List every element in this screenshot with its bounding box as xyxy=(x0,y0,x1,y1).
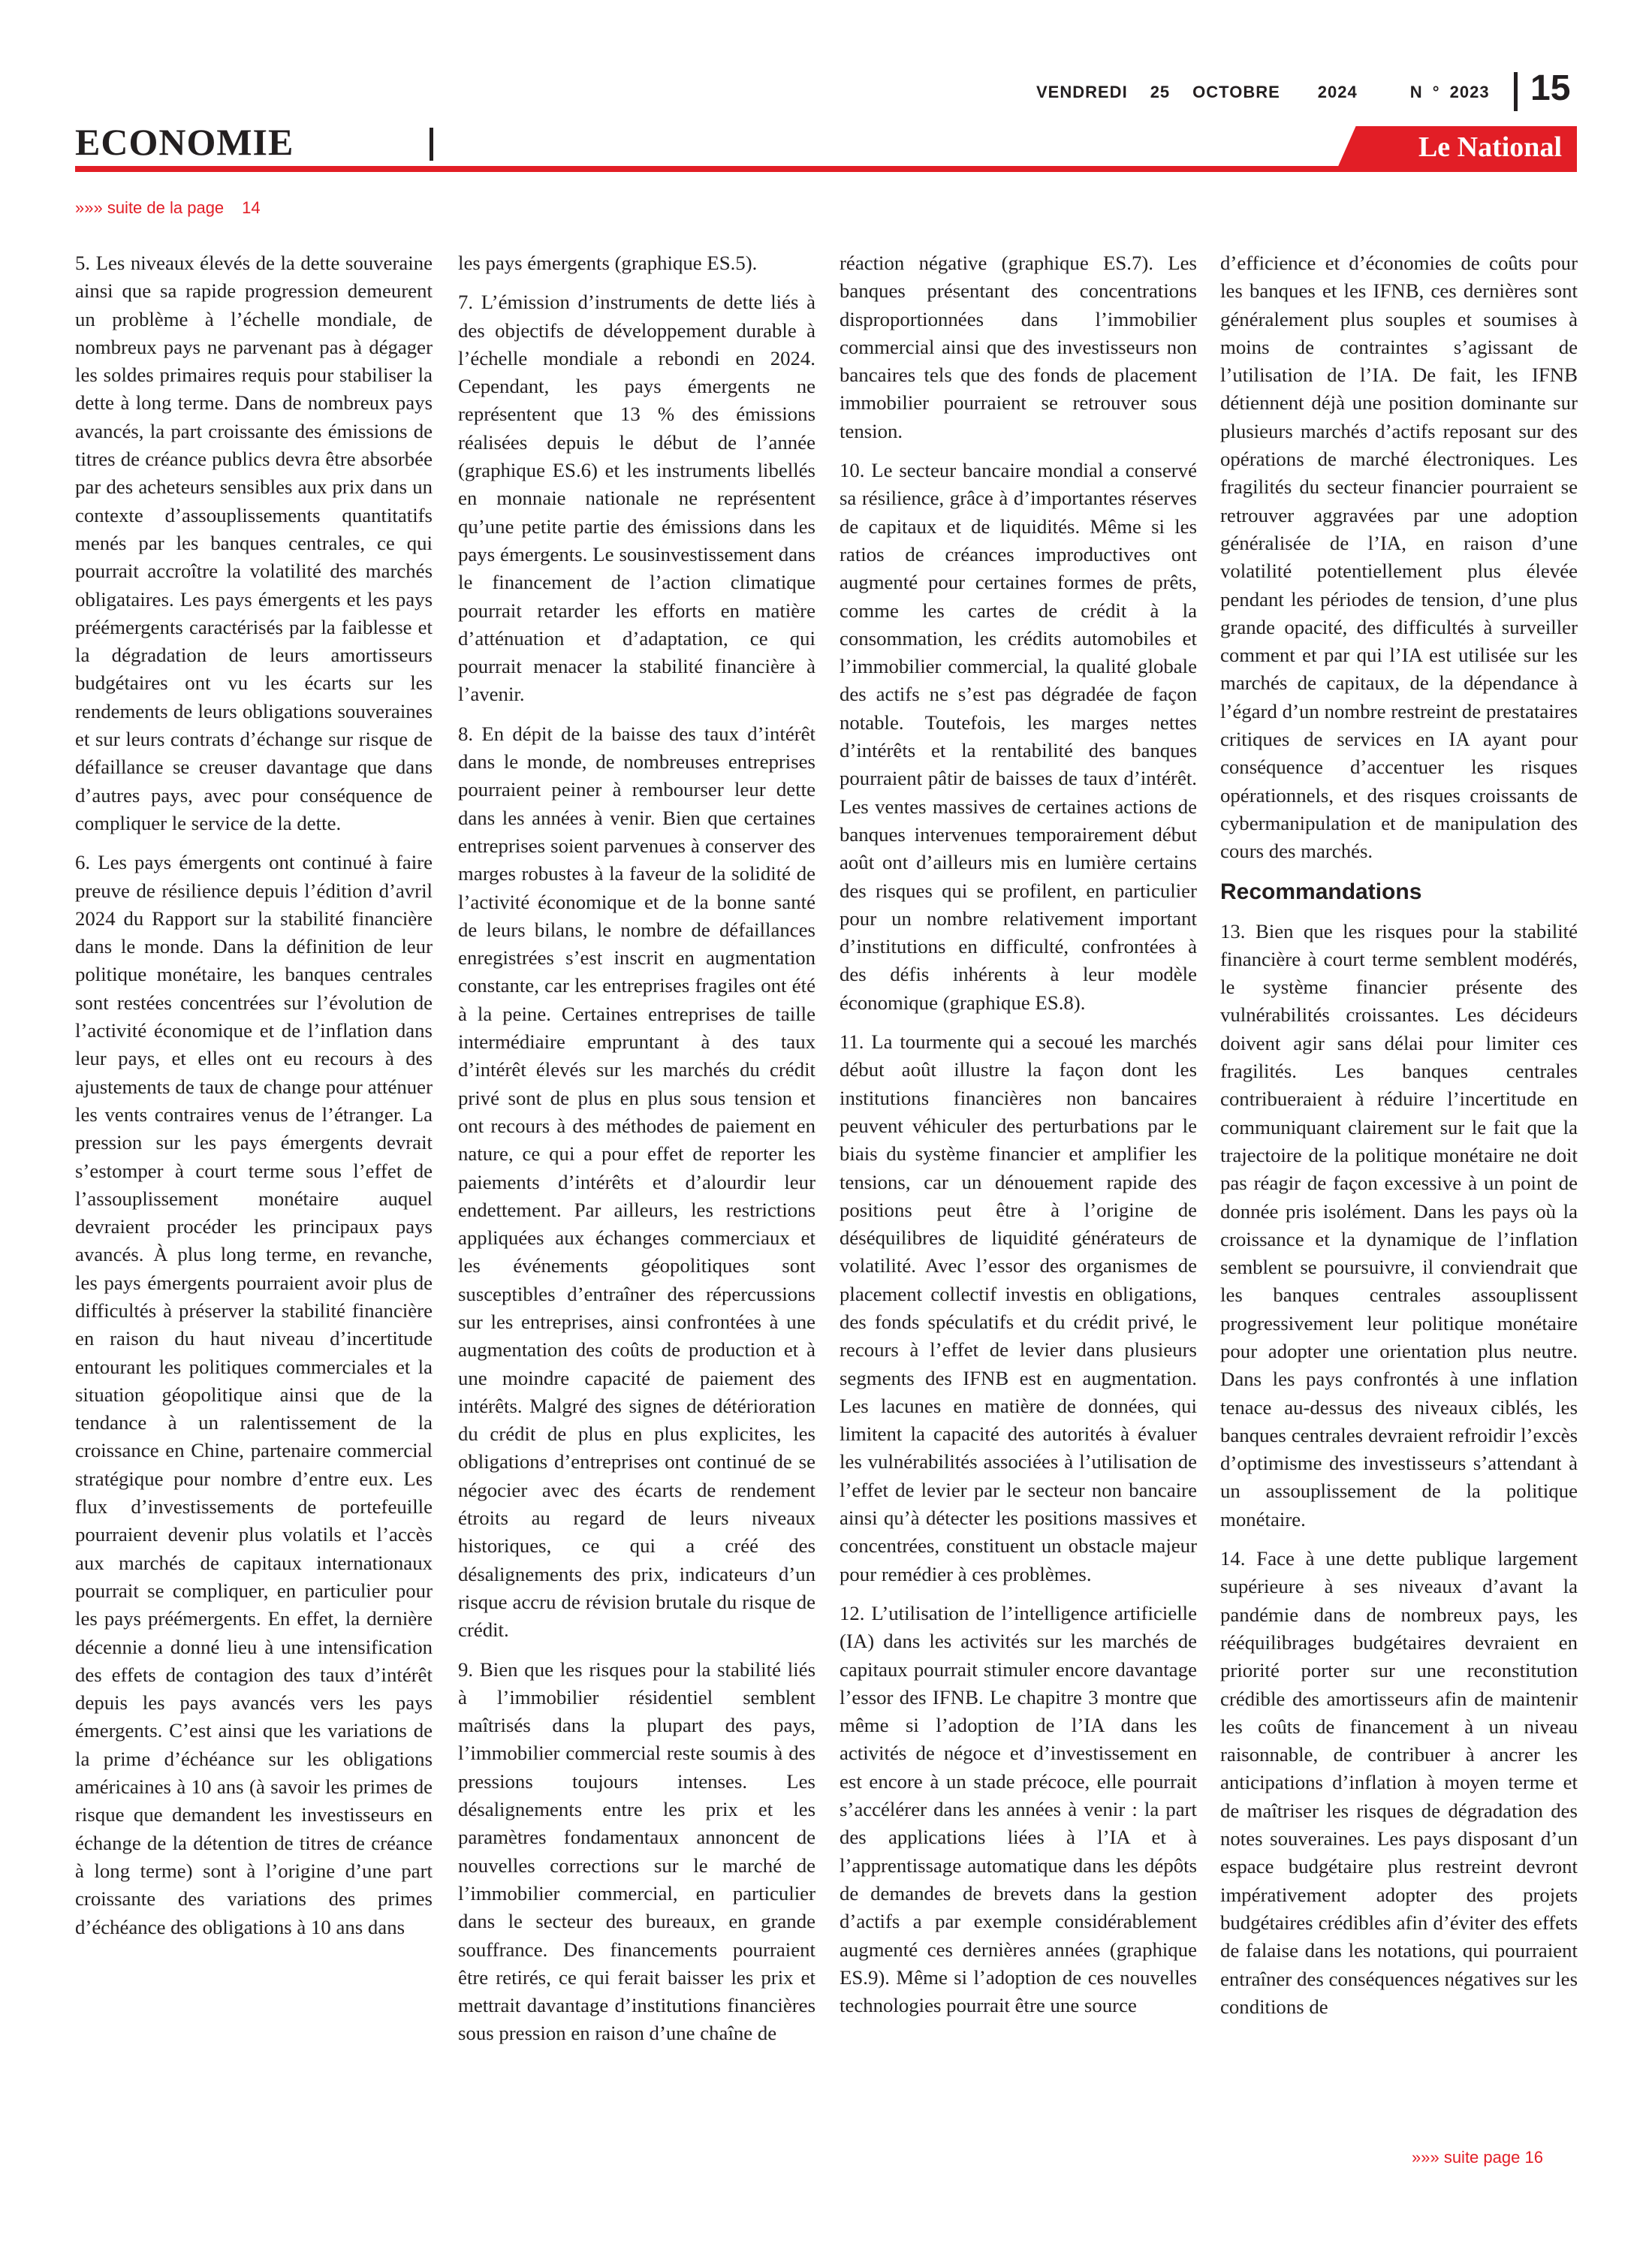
section-title: ECONOMIE xyxy=(75,121,294,163)
continued-from[interactable] xyxy=(75,198,261,218)
article-paragraph: 13. Bien que les risques pour la stabilité financière à court terme semblent modérés, le système financier présente des vulnérabilités croissantes. Les décideurs doivent agir sans délai pour limiter ces fragilités. Les banques centrales contribueraient à réduire l’incertitude en communiquant clairement sur le fait que la trajectoire de la politique monétaire ne doit pas réagir de façon excessive à un point de donnée pris isolément. Dans les pays où la croissance et la dynamique de l’inflation semblent se poursuivre, il conviendrait que les banques centrales assouplissent progressivement leur politique monétaire pour adopter une orientation plus neutre. Dans les pays confrontés à une inflation tenace au-dessus des niveaux ciblés, les banques centrales devraient refroidir l’excès d’optimisme des investisseurs s’attendant à un assouplissement de la politique monétaire. xyxy=(1220,919,1578,1531)
article-paragraph: 14. Face à une dette publique largement supérieure à ses niveaux d’avant la pandémie dans de nombreux pays, les rééquilibrages budgétaires devraient en priorité porter sur une reconstitution crédible des amortisseurs afin de maintenir les coûts de financement à un niveau raisonnable, de contribuer à ancrer les anticipations d’inflation à moyen terme et de maîtriser les risques de dégradation des notes souveraines. Les pays disposant d’un espace budgétaire plus restreint devront impérativement adopter des projets budgétaires crédibles afin d’éviter des effets de falaise dans les notations, qui pourraient entraîner des conséquences négatives sur les conditions de xyxy=(1220,1547,1578,2018)
article-paragraph: 7. L’émission d’instruments de dette liés à des objectifs de développement durable à l’échelle mondiale a rebondi en 2024. Cependant, les pays émergents ne représentent que 13 % des émissions réalisées depuis le début de l’année (graphique ES.6) et les instruments libellés en monnaie nationale ne représentent qu’une petite partie des émissions dans les pays émergents. Le sousinvestissement dans le financement de l’action climatique pourrait retarder les efforts en matière d’atténuation et d’adaptation, ce qui pourrait menacer la stabilité financière à l’avenir. xyxy=(458,291,815,706)
continued-to[interactable]: »»» suite page 16 xyxy=(1412,2148,1543,2167)
brand-name: Le National xyxy=(1418,131,1562,163)
article-paragraph: les pays émergents (graphique ES.5). xyxy=(458,252,758,274)
month: OCTOBRE xyxy=(1192,83,1280,101)
article-paragraph: réaction négative (graphique ES.7). Les banques présentant des concentrations disproportionnées dans l’immobilier commercial ainsi que des investisseurs non bancaires tels que des fonds de placement immobilier pourraient se retrouver sous tension. xyxy=(840,252,1197,442)
article-column-2 xyxy=(458,249,815,2146)
header-divider xyxy=(1514,72,1518,111)
continued-from-label: »»» suite de la page xyxy=(75,198,225,217)
article-column-3 xyxy=(840,249,1197,2146)
section-heading: Recommandations xyxy=(1220,879,1422,904)
article-paragraph: 11. La tourmente qui a secoué les marchés début août illustre la façon dont les institutions financières non bancaires peuvent véhiculer des perturbations par le biais du système financier et amplifier les tensions, car un dénouement rapide des positions peut être à l’origine de déséquilibres de liquidité générateurs de volatilité. Avec l’essor des organismes de placement collectif investis en obligations, des fonds spéculatifs et du crédit privé, le recours à l’effet de levier dans plusieurs segments des IFNB est en augmentation. Les lacunes en matière de données, qui limitent la capacité des autorités à évaluer les vulnérabilités associées à l’utilisation de l’effet de levier par le secteur non bancaire ainsi qu’à détecter les positions massives et concentrées, constituent un obstacle majeur pour remédier à ces problèmes. xyxy=(840,1030,1197,1585)
issue-number: N ° 2023 xyxy=(1409,83,1490,101)
day: VENDREDI xyxy=(1036,83,1128,101)
date-number: 25 xyxy=(1150,83,1171,101)
article-column-4 xyxy=(1220,249,1578,2146)
article-paragraph: 9. Bien que les risques pour la stabilité liés à l’immobilier résidentiel semblent maîtrisés dans la plupart des pays, l’immobilier commercial reste soumis à des pressions toujours intenses. Les désalignements entre les prix et les paramètres fondamentaux annoncent de nouvelles corrections sur le marché de l’immobilier commercial, en particulier dans le secteur des bureaux, en grande souffrance. Des financements pourraient être retirés, ce qui ferait baisser les prix et mettrait davantage d’institutions financières sous pression en raison d’une chaîne de xyxy=(458,1657,815,2045)
article-column-1 xyxy=(75,249,433,2146)
date-line xyxy=(1036,83,1512,102)
page-number: 15 xyxy=(1530,68,1571,108)
article-paragraph: 8. En dépit de la baisse des taux d’intérêt dans le monde, de nombreuses entreprises pourraient peiner à rembourser leur dette dans les années à venir. Bien que certaines entreprises soient parvenues à conserver des marges robustes à la faveur de la solidité de l’activité économique et de la bonne santé de leurs bilans, le nombre de défaillances enregistrées s’est inscrit en augmentation constante, car les entreprises fragiles ont été à la peine. Certaines entreprises de taille intermédiaire empruntant à des taux d’intérêt élevés sur les marchés du crédit privé sont de plus en plus sous tension et ont recours à des méthodes de paiement en nature, ce qui a pour effet de reporter les paiements d’intérêts et d’alourdir leur endettement. Par ailleurs, les restrictions appliquées aux échanges commerciaux et les événements géopolitiques sont susceptibles d’entraîner des répercussions sur les entreprises, ainsi confrontées à une augmentation des coûts de production et à une moindre capacité de paiement des intérêts. Malgré des signes de détérioration du crédit de plus en plus explicites, les obligations d’entreprises ont continué de se négocier avec des écarts de rendement étroits au regard de leurs niveaux historiques, ce qui a créé des désalignements des prix, indicateurs d’un risque accru de révision brutale du risque de crédit. xyxy=(458,722,815,1642)
article-paragraph: d’efficience et d’économies de coûts pour les banques et les IFNB, ces dernières sont généralement plus souples et soumises à moins de contraintes s’agissant de l’utilisation de l’IA. De fait, les IFNB détiennent déjà une position dominante sur plusieurs marchés d’actifs reposant sur des opérations de marché électroniques. Les fragilités du secteur financier pourraient se retrouver aggravées par une adoption généralisée de l’IA, en raison d’une volatilité potentiellement plus élevée pendant les périodes de tension, d’une plus grande opacité, des difficultés à surveiller comment et par qui l’IA est utilisée sur les marchés de capitaux, de la dépendance à l’égard d’un nombre restreint de prestataires critiques de services en IA ayant pour conséquence d’accentuer les risques opérationnels, et des risques croissants de cybermanipulation et de manipulation des cours des marchés. xyxy=(1220,252,1578,863)
article-paragraph: 6. Les pays émergents ont continué à faire preuve de résilience depuis l’édition d’avril 2024 du Rapport sur la stabilité financière dans le monde. Dans la définition de leur politique monétaire, les banques centrales sont restées concentrées sur l’évolution de l’activité économique et de l’inflation dans leur pays, et elles ont eu recours à des ajustements de taux de change pour atténuer les vents contraires venus de l’étranger. La pression sur les pays émergents devrait s’estomper à court terme sous l’effet de l’assouplissement monétaire auquel devraient procéder les principaux pays avancés. À plus long terme, en revanche, les pays émergents pourraient avoir plus de difficultés à préserver la stabilité financière en raison du haut niveau d’incertitude entourant les politiques commerciales et la situation géopolitique ainsi que de la tendance à un ralentissement de la croissance en Chine, partenaire commercial stratégique pour nombre d’entre eux. Les flux d’investissements de portefeuille pourraient devenir plus volatils et l’accès aux marchés de capitaux internationaux pourrait se compliquer, en particulier pour les pays préémergents. En effet, la dernière décennie a donné lieu à une intensification des effets de contagion des taux d’intérêt depuis les pays avancés vers les pays émergents. C’est ainsi que les variations de la prime d’échéance sur les obligations américaines à 10 ans (à savoir les primes de risque que demandent les investisseurs en échange de la détention de titres de créance à long terme) sont à l’origine d’une part croissante des variations des primes d’échéance des obligations à 10 ans dans xyxy=(75,851,433,1938)
article-paragraph: 10. Le secteur bancaire mondial a conservé sa résilience, grâce à d’importantes réserves de capitaux et de liquidités. Même si les ratios de créances improductives ont augmenté pour certaines formes de prêts, comme les cartes de crédit à la consommation, les crédits automobiles et l’immobilier commercial, la qualité globale des actifs ne s’est pas dégradée de façon notable. Toutefois, les marges nettes d’intérêts et la rentabilité des banques pourraient pâtir de baisses de taux d’intérêt. Les ventes massives de certaines actions de banques intervenues temporairement début août ont d’ailleurs mis en lumière certains des risques qui se profilent, en particulier pour un nombre relativement important d’institutions en difficulté, confrontées à des défis inhérents à leur modèle économique (graphique ES.8). xyxy=(840,459,1197,1014)
year: 2024 xyxy=(1317,83,1358,101)
article-paragraph: 12. L’utilisation de l’intelligence artificielle (IA) dans les activités sur les marchés de capitaux pourrait stimuler encore davantage l’essor des IFNB. Le chapitre 3 montre que même si l’adoption de l’IA dans les activités de négoce et d’investissement en est encore à un stade précoce, elle pourrait s’accélérer dans les années à venir : la part des applications liées à l’IA et à l’apprentissage automatique dans les dépôts de demandes de brevets dans la gestion d’actifs a par exemple considérablement augmenté ces dernières années (graphique ES.9). Même si l’adoption de ces nouvelles technologies pourrait être une source xyxy=(840,1601,1197,2017)
article-paragraph: 5. Les niveaux élevés de la dette souveraine ainsi que sa rapide progression demeurent un problème à l’échelle mondiale, de nombreux pays ne parvenant pas à dégager les soldes primaires requis pour stabiliser la dette à long terme. Dans de nombreux pays avancés, la part croissante des émissions de titres de créance publics devra être absorbée par des acheteurs sensibles aux prix dans un contexte d’assouplissements quantitatifs menés par les banques centrales, ce qui pourrait accroître la volatilité des marchés obligataires. Les pays émergents et les pays préémergents caractérisés par la faiblesse et la dégradation de leurs amortisseurs budgétaires ont vu les écarts sur les rendements de leurs obligations souveraines et sur leurs contrats d’échange sur risque de défaillance se creuser davantage que dans d’autres pays, avec pour conséquence de compliquer le service de la dette. xyxy=(75,252,433,834)
section-divider xyxy=(430,128,433,161)
continued-from-page: 14 xyxy=(242,198,261,217)
